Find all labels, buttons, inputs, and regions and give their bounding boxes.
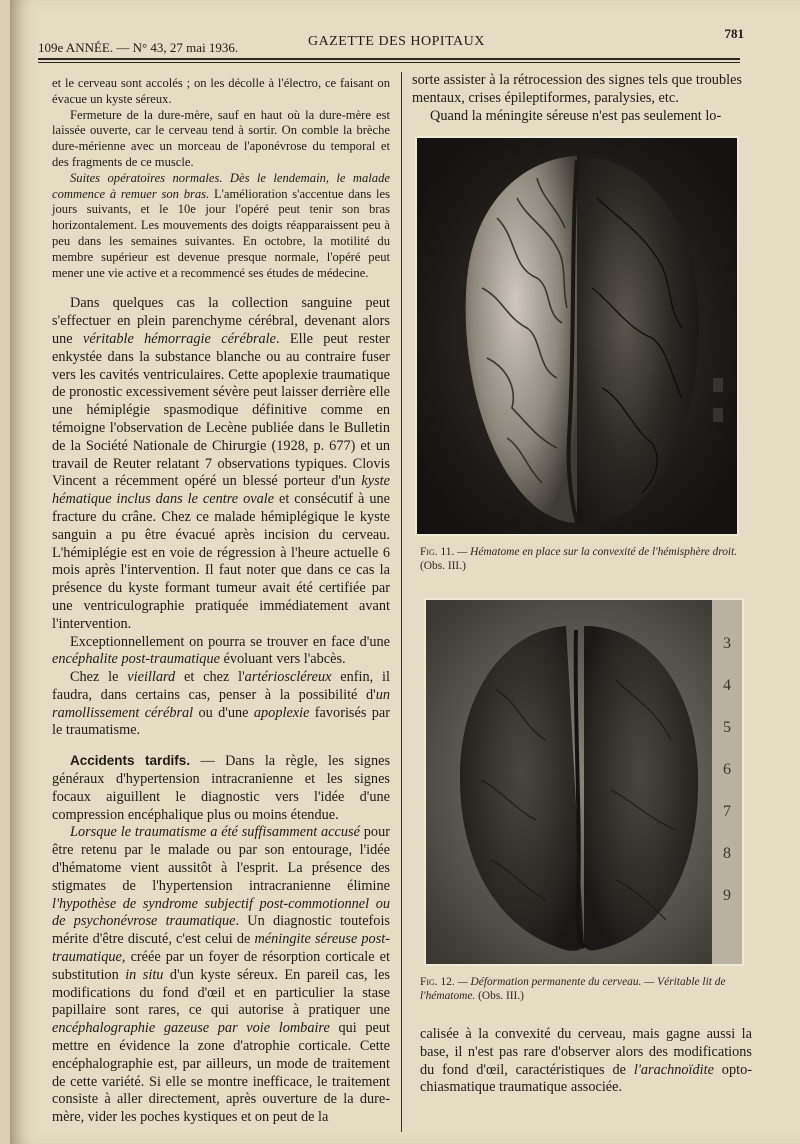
brain-hematoma-illustration (417, 138, 737, 534)
figure-11-photo (417, 138, 737, 534)
paragraph: Fermeture de la dure-mère, sauf en haut où la dure-mère est laissée ouverte, car le cerveau tend à sortir. On comble la brèche dure-mérienne avec un morceau de l'aponévrose du temporal et des fragments de ce muscle. (52, 107, 390, 169)
right-column-bottom (420, 1026, 752, 1097)
ruler-digit: 5 (723, 719, 731, 736)
right-column-top (412, 72, 742, 125)
ruler-digit: 9 (723, 887, 731, 904)
section-heading: Accidents tardifs. (70, 753, 191, 769)
page-number: 781 (724, 26, 744, 41)
ruler-digit: 3 (723, 635, 731, 652)
figure-12-caption: Fig. 12. — Déformation permanente du cerveau. — Véritable lit de l'hématome. (Obs. III.) (420, 976, 726, 1002)
paragraph: Chez le vieillard et chez l'artérioscléreux enfin, il faudra, dans certains cas, penser à la possibilité d'un ramollissement cérébral ou d'une apoplexie favorisés par le traumatisme. (52, 669, 391, 739)
paragraph: calisée à la convexité du cerveau, mais gagne aussi la base, il n'est pas rare d'observer alors des modifications du fond d'œil, caractéristiques de l'arachnoïdite opto-chiasmatique traumatique associée. (420, 1026, 752, 1096)
paragraph: sorte assister à la rétrocession des signes tels que troubles mentaux, crises épileptiformes, paralysies, etc. (412, 72, 742, 106)
paragraph: Accidents tardifs. — Dans la règle, les signes généraux d'hypertension intracranienne et les signes focaux aiguillent le diagnostic vers l'idée d'une compression encéphalique plus ou moins étendue. (52, 753, 391, 823)
figure-11-caption: Fig. 11. — Hématome en place sur la convexité de l'hémisphère droit. (Obs. III.) (420, 546, 738, 572)
ruler-digit: 7 (723, 803, 731, 820)
header-rule (38, 58, 740, 60)
paragraph: Quand la méningite séreuse n'est pas seulement lo- (430, 107, 722, 124)
ruler-digit: 4 (723, 677, 731, 694)
header-rule-thin (38, 62, 740, 63)
deformed-brain-illustration (426, 600, 742, 964)
journal-title: GAZETTE DES HOPITAUX (308, 34, 485, 49)
paragraph: et le cerveau sont accolés ; on les décolle à l'électro, ce faisant on évacue un kyste séreux. (52, 76, 390, 106)
issue-info: 109e ANNÉE. — N° 43, 27 mai 1936. (38, 40, 239, 55)
paragraph: Dans quelques cas la collection sanguine peut s'effectuer en plein parenchyme cérébral, devenant alors une véritable hémorragie cérébrale. Elle peut rester enkystée dans la substance blanche ou au contraire fuser vers les cavités ventriculaires. Cette apoplexie traumatique de pronostic excessivement sévère peut laisser derrière elle une hémiplégie spasmodique définitive comme en témoigne l'observation de Lecène publiée dans le Bulletin de la Société Nationale de Chirurgie (1928, p. 677) et un travail de Reuter relatant 7 observations typiques. Clovis Vincent a récemment opéré un blessé porteur d'un kyste hématique inclus dans le centre ovale et consécutif à une fracture du crâne. Chez ce malade hémiplégique le kyste sanguin a pu être évacué après incision du cerveau. L'hémiplégie est en voie de régression à l'heure actuelle 6 mois après l'intervention. Il faut noter que dans ce cas la présence du kyste formant tumeur avait été certifiée par une ventriculographie pratiquée immédiatement avant l'intervention. (52, 295, 391, 632)
paragraph: Exceptionnellement on pourra se trouver en face d'une encéphalite post-traumatique évoluant vers l'abcès. (52, 633, 390, 668)
paragraph: Lorsque le traumatisme a été suffisamment accusé pour être retenu par le malade ou par son entourage, l'idée d'hématome vient aussitôt à l'esprit. La présence des stigmates de l'hypertension intracranienne élimine l'hypothèse de syndrome subjectif post-commotionnel ou de psychonévrose traumatique. Un diagnostic toutefois mérite d'être discuté, c'est celui de méningite séreuse post-traumatique, créée par un foyer de résorption corticale et substitution in situ d'un kyste séreux. En pareil cas, les modifications du fond d'œil et en particulier la stase papillaire sont rares, ce qui autorise à pratiquer une encéphalographie gazeuse par voie lombaire qui peut mettre en évidence la zone d'atrophie corticale. Cette encéphalographie est, par ailleurs, un mode de traitement de cette variété. Si elle se montre inefficace, le traitement consiste à aller directement, après ouverture de la dure-mère, vider les poches kystiques et on peut de la (52, 824, 391, 1126)
paragraph: Suites opératoires normales. Dès le lendemain, le malade commence à remuer son bras. L'amélioration s'accentue dans les jours suivants, et le 10e jour l'opéré peut tenir son bras horizontalement. Les mouvements des doigts réapparaissent peu à peu dans les semaines suivantes. En octobre, la motilité du membre supérieur est devenue presque normale, l'opéré peut mener une vie active et a recommencé ses études de médecine. (52, 170, 390, 280)
case-report-block (52, 76, 390, 281)
column-divider (401, 72, 402, 1132)
figure-12-photo (426, 600, 742, 964)
left-column (52, 76, 390, 1127)
ruler-digit: 6 (723, 761, 731, 778)
ruler-digit: 8 (723, 845, 731, 862)
